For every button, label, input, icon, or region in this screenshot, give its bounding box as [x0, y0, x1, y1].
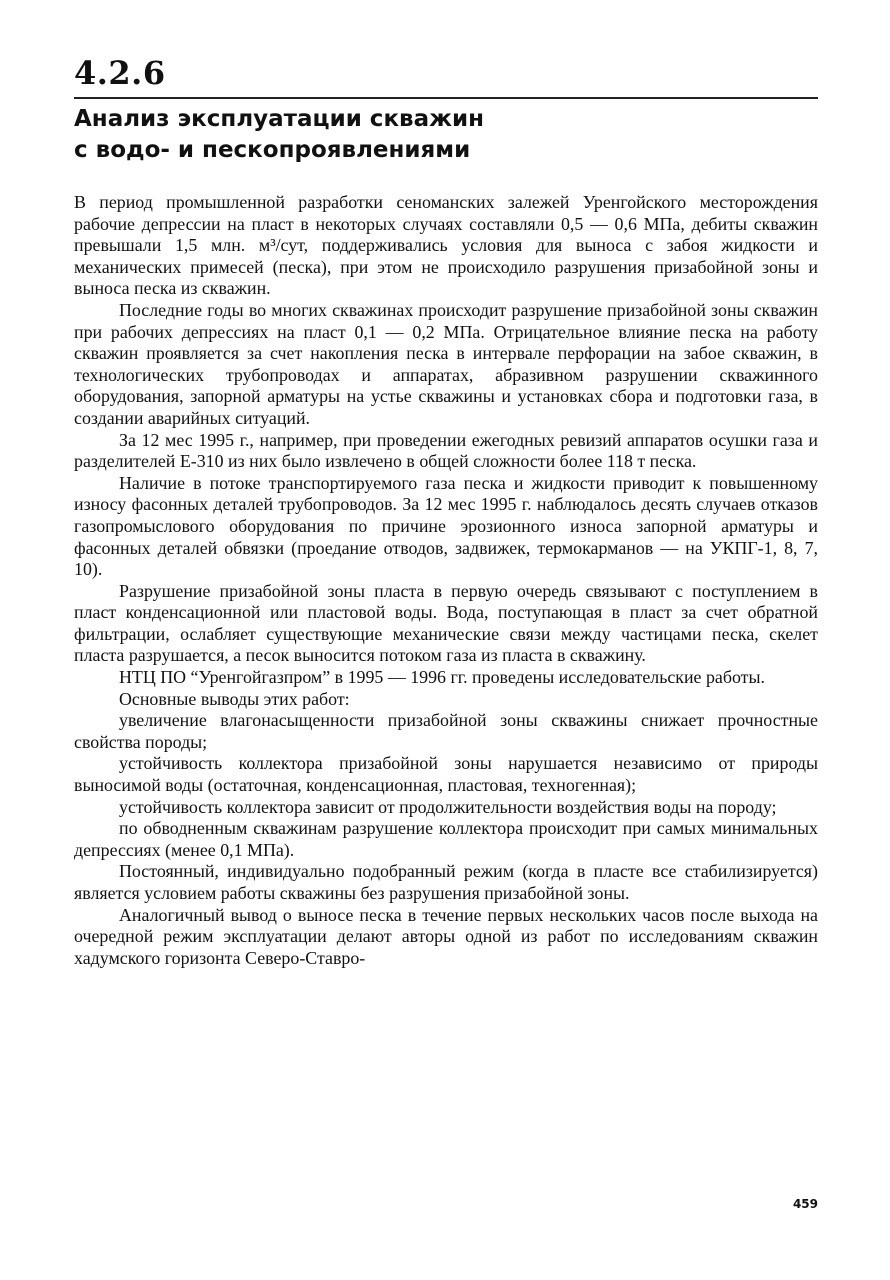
- section-number: 4.2.6: [74, 54, 166, 92]
- conclusion-item-1: увеличение влагонасыщенности призабойной зоны скважины снижает прочностные свойства породы;: [74, 710, 818, 752]
- section-title: [74, 104, 814, 166]
- paragraph-8: Постоянный, индивидуально подобранный режим (когда в пласте все стабилизируется) является условием работы скважины без разрушения призабойной зоны.: [74, 861, 818, 903]
- paragraph-7: Основные выводы этих работ:: [119, 688, 350, 709]
- paragraph-6: НТЦ ПО “Уренгойгазпром” в 1995 — 1996 гг. проведены исследовательские работы.: [119, 667, 765, 688]
- conclusion-item-2: устойчивость коллектора призабойной зоны нарушается независимо от природы выносимой воды (остаточная, конденсационная, пластовая, техногенная);: [74, 753, 818, 796]
- conclusion-item-4: по обводненным скважинам разрушение коллектора происходит при самых минимальных депрессиях (менее 0,1 МПа).: [74, 818, 818, 860]
- paragraph-9: Аналогичный вывод о выносе песка в течение первых нескольких часов после выхода на очередной режим эксплуатации делают авторы одной из работ по исследованиям скважин хадумского горизонта Северо-Ставро-: [74, 904, 818, 968]
- body-text: [74, 192, 818, 969]
- paragraph-3: За 12 мес 1995 г., например, при проведении ежегодных ревизий аппаратов осушки газа и разделителей Е-310 из них было извлечено в общей сложности более 118 т песка.: [74, 429, 818, 472]
- paragraph-4: Наличие в потоке транспортируемого газа песка и жидкости приводит к повышенному износу фасонных деталей трубопроводов. За 12 мес 1995 г. наблюдалось десять случаев отказов газопромыслового оборудования по причине эрозионного износа запорной арматуры и фасонных деталей обвязки (проедание отводов, задвижек, термокарманов — на УКПГ-1, 8, 7, 10).: [74, 472, 818, 580]
- heading-rule: [74, 97, 818, 99]
- conclusion-item-3: устойчивость коллектора зависит от продолжительности воздействия воды на породу;: [119, 796, 777, 817]
- paragraph-1: В период промышленной разработки сеноманских залежей Уренгойского месторождения рабочие депрессии на пласт в некоторых случаях составляли 0,5 — 0,6 МПа, дебиты скважин превышали 1,5 млн. м³/сут, поддерживались условия для выноса с забоя жидкости и механических примесей (песка), при этом не происходило разрушения призабойной зоны и выноса песка из скважин.: [74, 192, 818, 299]
- section-title-line-1: Анализ эксплуатации скважин: [74, 106, 485, 132]
- page-number: 459: [792, 1197, 818, 1211]
- paragraph-5: Разрушение призабойной зоны пласта в первую очередь связывают с поступлением в пласт конденсационной или пластовой воды. Вода, поступающая в пласт за счет обратной фильтрации, ослабляет существующие механические связи между частицами песка, скелет пласта разрушается, а песок выносится потоком газа из пласта в скважину.: [74, 580, 818, 666]
- paragraph-2: Последние годы во многих скважинах происходит разрушение призабойной зоны скважин при рабочих депрессиях на пласт 0,1 — 0,2 МПа. Отрицательное влияние песка на работу скважин проявляется за счет накопления песка в интервале перфорации на забое скважин, в технологических трубопроводах и аппаратах, абразивном разрушении скважинного оборудования, запорной арматуры на устье скважины и установках сбора и подготовки газа, в создании аварийных ситуаций.: [74, 299, 818, 428]
- section-title-line-2: с водо- и пескопроявлениями: [74, 137, 471, 163]
